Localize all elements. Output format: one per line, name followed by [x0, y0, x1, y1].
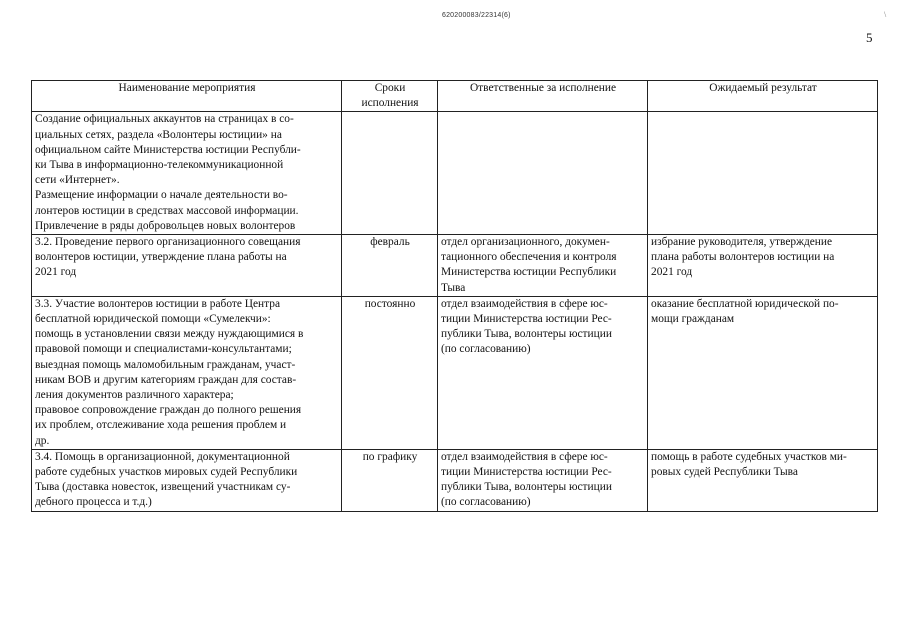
cell-result — [648, 112, 878, 235]
cell-responsible: отдел взаимодействия в сфере юс- тиции Министерства юстиции Рес- публики Тыва, волонтеры юстиции (по согласованию) — [438, 449, 648, 511]
plan-table — [31, 80, 878, 512]
cell-responsible: отдел взаимодействия в сфере юс- тиции Министерства юстиции Рес- публики Тыва, волонтеры юстиции (по согласованию) — [438, 296, 648, 449]
cell-activity: 3.2. Проведение первого организационного совещания волонтеров юстиции, утверждение плана работы на 2021 год — [32, 235, 342, 297]
column-header-responsible: Ответственные за исполнение — [438, 81, 648, 112]
table-row — [32, 235, 878, 297]
cell-result: оказание бесплатной юридической по- мощи гражданам — [648, 296, 878, 449]
cell-dates: постоянно — [342, 296, 438, 449]
cell-activity: 3.4. Помощь в организационной, документационной работе судебных участков мировых судей Республики Тыва (доставка новесток, извещений участникам су- дебного процесса и т.д.) — [32, 449, 342, 511]
table-row — [32, 296, 878, 449]
table-header-row — [32, 81, 878, 112]
table-row — [32, 112, 878, 235]
column-header-activity: Наименование мероприятия — [32, 81, 342, 112]
table-row — [32, 449, 878, 511]
cell-result: помощь в работе судебных участков ми- ровых судей Республики Тыва — [648, 449, 878, 511]
column-header-dates: Сроки исполнения — [342, 81, 438, 112]
cell-responsible — [438, 112, 648, 235]
cell-dates — [342, 112, 438, 235]
cell-responsible: отдел организационного, докумен- тационного обеспечения и контроля Министерства юстиции Республики Тыва — [438, 235, 648, 297]
cell-result: избрание руководителя, утверждение плана работы волонтеров юстиции на 2021 год — [648, 235, 878, 297]
cell-activity: Создание официальных аккаунтов на страницах в со- циальных сетях, раздела «Волонтеры юстиции» на официальном сайте Министерства юстиции Республи- ки Тыва в информационно-телекоммуникационной сети «Интернет». Размещение информации о начале деятельности во- лонтеров юстиции в средствах массовой информации. Привлечение в ряды добровольцев новых волонтеров — [32, 112, 342, 235]
page-number: 5 — [866, 30, 873, 45]
cell-dates: февраль — [342, 235, 438, 297]
cell-activity: 3.3. Участие волонтеров юстиции в работе Центра бесплатной юридической помощи «Сумелекчи»: помощь в установлении связи между нуждающимися в правовой помощи и специалистами-консультантами; выездная помощь маломобильным гражданам, участ- никам ВОВ и другим категориям граждан для состав- ления документов различного характера; правовое сопровождение граждан до полного решения их проблем, отслеживание хода решения проблем и др. — [32, 296, 342, 449]
document-id: 620200083/22314(6) — [442, 12, 511, 19]
cell-dates: по графику — [342, 449, 438, 511]
column-header-result: Ожидаемый результат — [648, 81, 878, 112]
corner-mark: \ — [884, 10, 887, 19]
